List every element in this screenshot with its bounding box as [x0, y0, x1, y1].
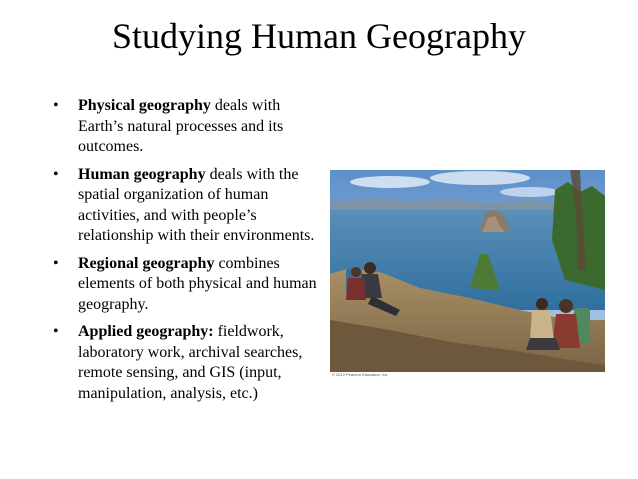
bullet-dot: • [53, 165, 59, 183]
bullet-term: Physical geography [78, 97, 211, 114]
bullet-regional-geography [50, 254, 320, 316]
bullet-dot: • [53, 323, 59, 340]
bullet-applied-geography [50, 322, 320, 404]
bullet-term: Human geography [78, 165, 206, 183]
bullet-dot: • [53, 254, 59, 272]
photo-credit: © 2012 Pearson Education, Inc. [332, 372, 389, 377]
lake-landscape-photo [330, 170, 605, 372]
bullet-text: deals with the spatial organization of human activities, and with people’s relationship with their environments. [78, 165, 315, 244]
bullet-list [50, 96, 320, 411]
bullet-dot: • [53, 97, 59, 114]
bullet-text: fieldwork, laboratory work, archival searches, remote sensing, and GIS (input, manipulation, analysis, etc.) [78, 323, 303, 402]
bullet-term: Applied geography: [78, 323, 214, 340]
slide-title: Studying Human Geography [112, 16, 526, 56]
bullet-text: combines elements of both physical and human geography. [78, 254, 317, 313]
bullet-term: Regional geography [78, 254, 215, 272]
bullet-physical-geography [50, 96, 320, 158]
bullet-human-geography [50, 165, 320, 247]
bullet-text: deals with Earth’s natural processes and its outcomes. [78, 97, 284, 155]
